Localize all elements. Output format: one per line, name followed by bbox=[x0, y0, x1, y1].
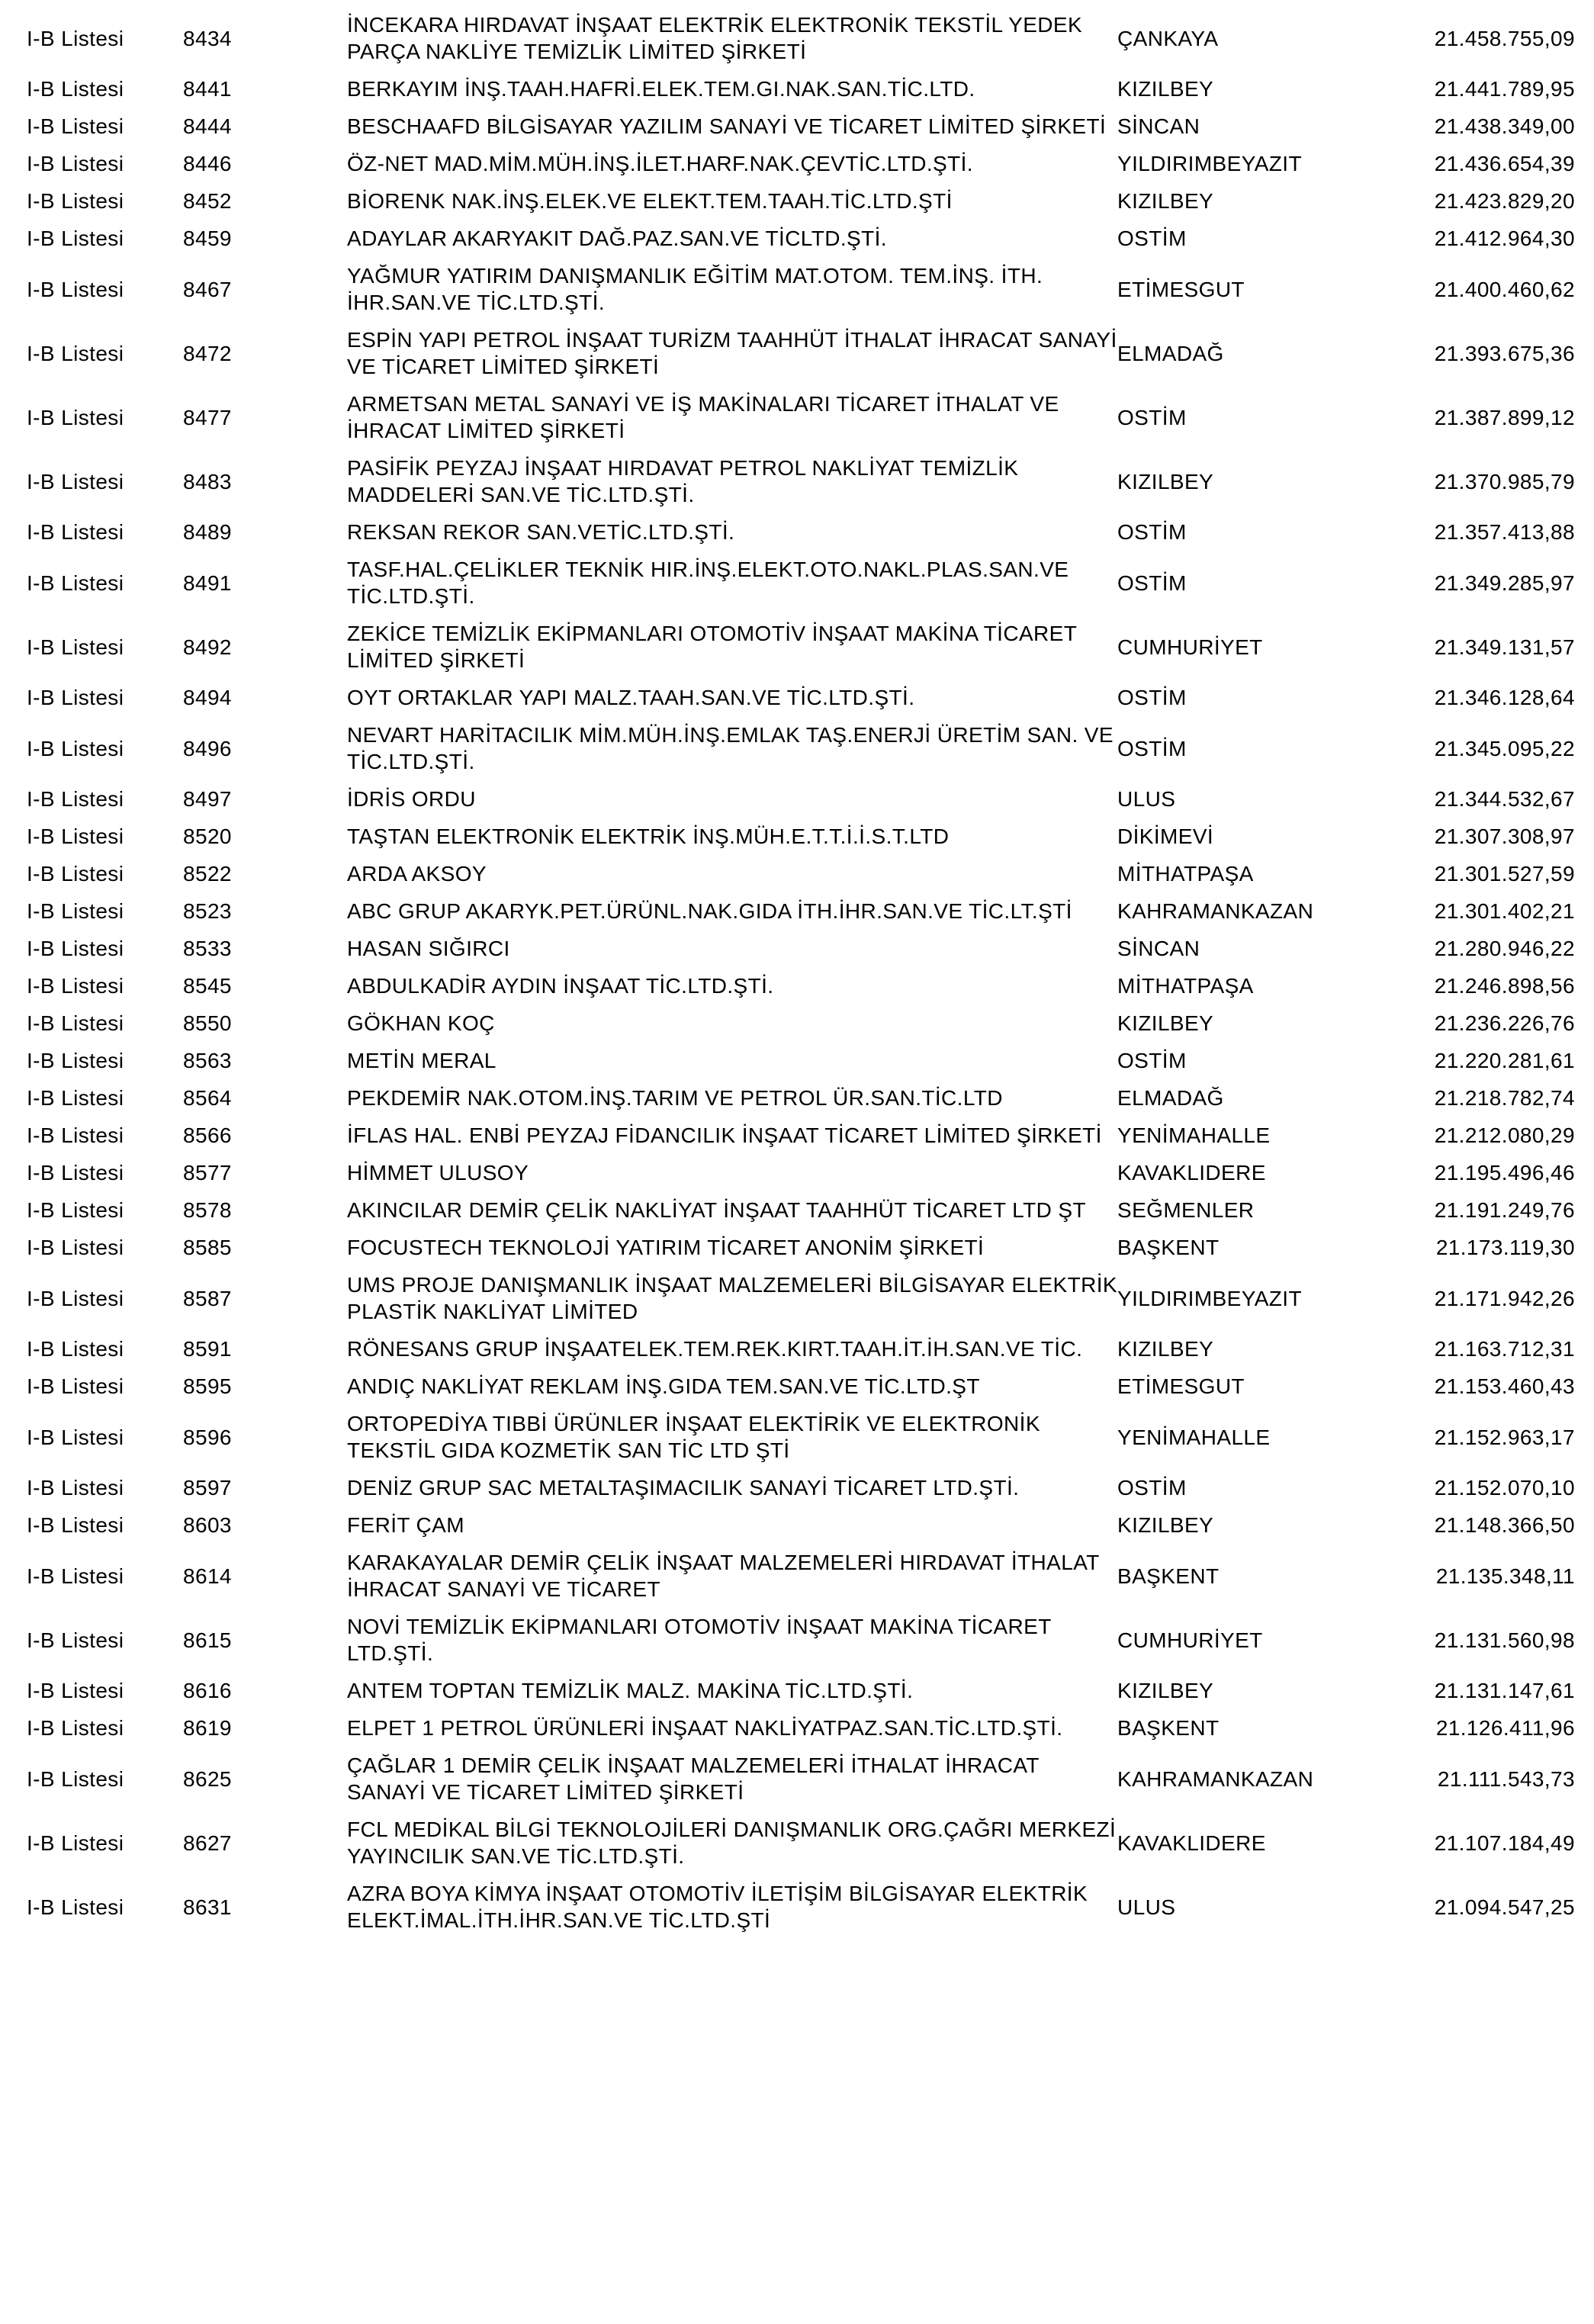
taxpayer-id-cell: 8597 bbox=[183, 1476, 232, 1500]
list-label-cell: I-B Listesi bbox=[27, 469, 124, 493]
taxpayer-name-cell: İFLAS HAL. ENBİ PEYZAJ FİDANCILIK İNŞAAT TİCARET LİMİTED ŞİRKETİ bbox=[347, 1123, 1102, 1147]
list-label-cell: I-B Listesi bbox=[27, 189, 124, 213]
district-cell: YENİMAHALLE bbox=[1117, 1123, 1271, 1147]
list-label-cell: I-B Listesi bbox=[27, 686, 124, 709]
district-cell: SİNCAN bbox=[1117, 937, 1200, 960]
amount-cell: 21.346.128,64 bbox=[1434, 686, 1575, 709]
taxpayer-id-cell: 8603 bbox=[183, 1513, 232, 1537]
taxpayer-name-cell: ORTOPEDİYA TIBBİ ÜRÜNLER İNŞAAT ELEKTİRİK VE ELEKTRONİK TEKSTİL GIDA KOZMETİK SAN TİC LTD ŞTİ bbox=[347, 1412, 1040, 1462]
district-cell: OSTİM bbox=[1117, 1476, 1187, 1500]
list-label-cell: I-B Listesi bbox=[27, 26, 124, 50]
list-label-cell: I-B Listesi bbox=[27, 341, 124, 365]
taxpayer-name-cell: ANDIÇ NAKLİYAT REKLAM İNŞ.GIDA TEM.SAN.VE TİC.LTD.ŞT bbox=[347, 1374, 980, 1398]
taxpayer-name-cell: BİORENK NAK.İNŞ.ELEK.VE ELEKT.TEM.TAAH.TİC.LTD.ŞTİ bbox=[347, 189, 953, 213]
taxpayer-id-cell: 8452 bbox=[183, 189, 232, 213]
list-label-cell: I-B Listesi bbox=[27, 1374, 124, 1398]
taxpayer-name-cell: UMS PROJE DANIŞMANLIK İNŞAAT MALZEMELERİ BİLGİSAYAR ELEKTRİK PLASTİK NAKLİYAT LİMİTED bbox=[347, 1273, 1117, 1323]
list-label-cell: I-B Listesi bbox=[27, 1236, 124, 1259]
district-cell: KIZILBEY bbox=[1117, 77, 1214, 101]
table-row bbox=[27, 967, 1575, 1004]
taxpayer-id-cell: 8472 bbox=[183, 341, 232, 365]
amount-cell: 21.307.308,97 bbox=[1434, 824, 1575, 848]
amount-cell: 21.135.348,11 bbox=[1435, 1564, 1575, 1588]
taxpayer-name-cell: AKINCILAR DEMİR ÇELİK NAKLİYAT İNŞAAT TAAHHÜT TİCARET LTD ŞT bbox=[347, 1198, 1086, 1222]
amount-cell: 21.280.946,22 bbox=[1434, 937, 1575, 960]
amount-cell: 21.423.829,20 bbox=[1434, 189, 1575, 213]
amount-cell: 21.436.654,39 bbox=[1434, 152, 1575, 175]
list-label-cell: I-B Listesi bbox=[27, 1123, 124, 1147]
district-cell: MİTHATPAŞA bbox=[1117, 862, 1254, 886]
taxpayer-name-cell: REKSAN REKOR SAN.VETİC.LTD.ŞTİ. bbox=[347, 520, 735, 544]
taxpayer-id-cell: 8545 bbox=[183, 974, 232, 998]
table-row bbox=[27, 182, 1575, 220]
taxpayer-id-cell: 8577 bbox=[183, 1161, 232, 1185]
taxpayer-id-cell: 8489 bbox=[183, 520, 232, 544]
taxpayer-id-cell: 8614 bbox=[183, 1564, 232, 1588]
amount-cell: 21.212.080,29 bbox=[1434, 1123, 1575, 1147]
taxpayer-name-cell: HİMMET ULUSOY bbox=[347, 1161, 529, 1185]
taxpayer-id-cell: 8497 bbox=[183, 787, 232, 811]
table-row bbox=[27, 449, 1575, 513]
amount-cell: 21.107.184,49 bbox=[1434, 1831, 1575, 1855]
list-label-cell: I-B Listesi bbox=[27, 152, 124, 175]
amount-cell: 21.195.496,46 bbox=[1434, 1161, 1575, 1185]
table-row bbox=[27, 513, 1575, 551]
list-label-cell: I-B Listesi bbox=[27, 520, 124, 544]
taxpayer-id-cell: 8533 bbox=[183, 937, 232, 960]
taxpayer-id-cell: 8566 bbox=[183, 1123, 232, 1147]
amount-cell: 21.301.527,59 bbox=[1434, 862, 1575, 886]
list-label-cell: I-B Listesi bbox=[27, 1564, 124, 1588]
district-cell: YILDIRIMBEYAZIT bbox=[1117, 152, 1302, 175]
amount-cell: 21.458.755,09 bbox=[1434, 26, 1575, 50]
list-label-cell: I-B Listesi bbox=[27, 937, 124, 960]
district-cell: OSTİM bbox=[1117, 736, 1187, 760]
table-row bbox=[27, 1875, 1575, 1939]
district-cell: KAHRAMANKAZAN bbox=[1117, 899, 1314, 923]
district-cell: OSTİM bbox=[1117, 520, 1187, 544]
district-cell: ELMADAĞ bbox=[1117, 1086, 1224, 1110]
list-label-cell: I-B Listesi bbox=[27, 77, 124, 101]
amount-cell: 21.236.226,76 bbox=[1434, 1011, 1575, 1035]
taxpayer-name-cell: KARAKAYALAR DEMİR ÇELİK İNŞAAT MALZEMELERİ HIRDAVAT İTHALAT İHRACAT SANAYİ VE TİCARET bbox=[347, 1551, 1100, 1601]
district-cell: MİTHATPAŞA bbox=[1117, 974, 1254, 998]
amount-cell: 21.131.560,98 bbox=[1434, 1628, 1575, 1652]
amount-cell: 21.412.964,30 bbox=[1434, 227, 1575, 250]
taxpayer-name-cell: RÖNESANS GRUP İNŞAATELEK.TEM.REK.KIRT.TAAH.İT.İH.SAN.VE TİC. bbox=[347, 1337, 1083, 1361]
district-cell: ETİMESGUT bbox=[1117, 1374, 1245, 1398]
table-row bbox=[27, 108, 1575, 145]
taxpayer-id-cell: 8434 bbox=[183, 26, 232, 50]
list-label-cell: I-B Listesi bbox=[27, 1286, 124, 1310]
list-label-cell: I-B Listesi bbox=[27, 1476, 124, 1500]
district-cell: KIZILBEY bbox=[1117, 189, 1214, 213]
table-row bbox=[27, 679, 1575, 716]
list-label-cell: I-B Listesi bbox=[27, 277, 124, 301]
amount-cell: 21.153.460,43 bbox=[1434, 1374, 1575, 1398]
amount-cell: 21.438.349,00 bbox=[1434, 114, 1575, 138]
table-row bbox=[27, 6, 1575, 70]
district-cell: SEĞMENLER bbox=[1117, 1198, 1255, 1222]
taxpayer-name-cell: FERİT ÇAM bbox=[347, 1513, 464, 1537]
district-cell: KAVAKLIDERE bbox=[1117, 1831, 1266, 1855]
table-row bbox=[27, 220, 1575, 257]
amount-cell: 21.191.249,76 bbox=[1434, 1198, 1575, 1222]
list-label-cell: I-B Listesi bbox=[27, 635, 124, 659]
amount-cell: 21.393.675,36 bbox=[1434, 341, 1575, 365]
taxpayer-name-cell: ANTEM TOPTAN TEMİZLİK MALZ. MAKİNA TİC.LTD.ŞTİ. bbox=[347, 1679, 914, 1702]
district-cell: BAŞKENT bbox=[1117, 1716, 1220, 1740]
taxpayer-id-cell: 8446 bbox=[183, 152, 232, 175]
district-cell: KAHRAMANKAZAN bbox=[1117, 1766, 1314, 1791]
list-label-cell: I-B Listesi bbox=[27, 1628, 124, 1652]
list-label-cell: I-B Listesi bbox=[27, 1513, 124, 1537]
district-cell: YILDIRIMBEYAZIT bbox=[1117, 1286, 1302, 1310]
amount-cell: 21.152.963,17 bbox=[1434, 1425, 1575, 1449]
taxpayer-name-cell: METİN MERAL bbox=[347, 1049, 497, 1072]
taxpayer-id-cell: 8523 bbox=[183, 899, 232, 923]
district-cell: ELMADAĞ bbox=[1117, 341, 1224, 365]
taxpayer-name-cell: FOCUSTECH TEKNOLOJİ YATIRIM TİCARET ANONİM ŞİRKETİ bbox=[347, 1236, 985, 1259]
taxpayer-id-cell: 8491 bbox=[183, 571, 232, 595]
taxpayer-id-cell: 8444 bbox=[183, 114, 232, 138]
list-label-cell: I-B Listesi bbox=[27, 405, 124, 429]
taxpayer-name-cell: ESPİN YAPI PETROL İNŞAAT TURİZM TAAHHÜT İTHALAT İHRACAT SANAYİ VE TİCARET LİMİTED ŞİRKETİ bbox=[347, 328, 1117, 378]
table-row bbox=[27, 1672, 1575, 1709]
amount-cell: 21.220.281,61 bbox=[1434, 1049, 1575, 1072]
district-cell: KIZILBEY bbox=[1117, 469, 1214, 493]
taxpayer-name-cell: NEVART HARİTACILIK MİM.MÜH.İNŞ.EMLAK TAŞ.ENERJİ ÜRETİM SAN. VE TİC.LTD.ŞTİ. bbox=[347, 723, 1114, 773]
table-row bbox=[27, 1229, 1575, 1266]
taxpayer-id-cell: 8625 bbox=[183, 1766, 232, 1791]
amount-cell: 21.171.942,26 bbox=[1434, 1286, 1575, 1310]
table-row bbox=[27, 855, 1575, 892]
taxpayer-name-cell: GÖKHAN KOÇ bbox=[347, 1011, 495, 1035]
list-label-cell: I-B Listesi bbox=[27, 1198, 124, 1222]
taxpayer-name-cell: PASİFİK PEYZAJ İNŞAAT HIRDAVAT PETROL NAKLİYAT TEMİZLİK MADDELERİ SAN.VE TİC.LTD.ŞTİ. bbox=[347, 456, 1019, 506]
table-row bbox=[27, 1405, 1575, 1469]
taxpayer-name-cell: AZRA BOYA KİMYA İNŞAAT OTOMOTİV İLETİŞİM BİLGİSAYAR ELEKTRİK ELEKT.İMAL.İTH.İHR.SAN.VE TİC.LTD.ŞTİ bbox=[347, 1882, 1088, 1932]
taxpayer-name-cell: PEKDEMİR NAK.OTOM.İNŞ.TARIM VE PETROL ÜR.SAN.TİC.LTD bbox=[347, 1086, 1003, 1110]
district-cell: OSTİM bbox=[1117, 1049, 1187, 1072]
list-label-cell: I-B Listesi bbox=[27, 1766, 124, 1791]
district-cell: ULUS bbox=[1117, 1895, 1176, 1919]
amount-cell: 21.349.131,57 bbox=[1434, 635, 1575, 659]
taxpayer-name-cell: DENİZ GRUP SAC METALTAŞIMACILIK SANAYİ TİCARET LTD.ŞTİ. bbox=[347, 1476, 1020, 1500]
taxpayer-id-cell: 8550 bbox=[183, 1011, 232, 1035]
taxpayer-name-cell: İDRİS ORDU bbox=[347, 787, 476, 811]
table-body bbox=[27, 6, 1575, 1939]
table-row bbox=[27, 1544, 1575, 1608]
taxpayer-name-cell: BERKAYIM İNŞ.TAAH.HAFRİ.ELEK.TEM.GI.NAK.SAN.TİC.LTD. bbox=[347, 77, 975, 101]
list-label-cell: I-B Listesi bbox=[27, 571, 124, 595]
taxpayer-name-cell: ARMETSAN METAL SANAYİ VE İŞ MAKİNALARI TİCARET İTHALAT VE İHRACAT LİMİTED ŞİRKETİ bbox=[347, 392, 1059, 442]
taxpayer-id-cell: 8496 bbox=[183, 736, 232, 760]
table-row bbox=[27, 1709, 1575, 1747]
taxpayer-id-cell: 8467 bbox=[183, 277, 232, 301]
taxpayer-name-cell: ADAYLAR AKARYAKIT DAĞ.PAZ.SAN.VE TİCLTD.ŞTİ. bbox=[347, 227, 887, 250]
table-row bbox=[27, 930, 1575, 967]
list-label-cell: I-B Listesi bbox=[27, 1049, 124, 1072]
table-row bbox=[27, 321, 1575, 385]
taxpayer-name-cell: TAŞTAN ELEKTRONİK ELEKTRİK İNŞ.MÜH.E.T.T.İ.İ.S.T.LTD bbox=[347, 824, 950, 848]
taxpayer-name-cell: YAĞMUR YATIRIM DANIŞMANLIK EĞİTİM MAT.OTOM. TEM.İNŞ. İTH. İHR.SAN.VE TİC.LTD.ŞTİ. bbox=[347, 264, 1043, 314]
district-cell: OSTİM bbox=[1117, 405, 1187, 429]
table-row bbox=[27, 1608, 1575, 1672]
list-label-cell: I-B Listesi bbox=[27, 1086, 124, 1110]
list-label-cell: I-B Listesi bbox=[27, 1161, 124, 1185]
amount-cell: 21.357.413,88 bbox=[1434, 520, 1575, 544]
taxpayer-id-cell: 8459 bbox=[183, 227, 232, 250]
district-cell: BAŞKENT bbox=[1117, 1236, 1220, 1259]
table-row bbox=[27, 1117, 1575, 1154]
district-cell: OSTİM bbox=[1117, 686, 1187, 709]
table-row bbox=[27, 1042, 1575, 1079]
list-label-cell: I-B Listesi bbox=[27, 736, 124, 760]
taxpayer-id-cell: 8595 bbox=[183, 1374, 232, 1398]
ib-list-table bbox=[27, 6, 1575, 1939]
amount-cell: 21.148.366,50 bbox=[1434, 1513, 1575, 1537]
taxpayer-id-cell: 8596 bbox=[183, 1425, 232, 1449]
taxpayer-name-cell: ABC GRUP AKARYK.PET.ÜRÜNL.NAK.GIDA İTH.İHR.SAN.VE TİC.LT.ŞTİ bbox=[347, 899, 1072, 923]
district-cell: CUMHURİYET bbox=[1117, 1628, 1263, 1652]
taxpayer-name-cell: İNCEKARA HIRDAVAT İNŞAAT ELEKTRİK ELEKTRONİK TEKSTİL YEDEK PARÇA NAKLİYE TEMİZLİK LİMİTED ŞİRKETİ bbox=[347, 13, 1083, 63]
table-row bbox=[27, 892, 1575, 930]
taxpayer-name-cell: HASAN SIĞIRCI bbox=[347, 937, 510, 960]
table-row bbox=[27, 1330, 1575, 1368]
list-label-cell: I-B Listesi bbox=[27, 974, 124, 998]
amount-cell: 21.218.782,74 bbox=[1434, 1086, 1575, 1110]
taxpayer-id-cell: 8477 bbox=[183, 405, 232, 429]
taxpayer-name-cell: ÇAĞLAR 1 DEMİR ÇELİK İNŞAAT MALZEMELERİ İTHALAT İHRACAT SANAYİ VE TİCARET LİMİTED ŞİRKETİ bbox=[347, 1753, 1040, 1804]
amount-cell: 21.163.712,31 bbox=[1434, 1337, 1575, 1361]
taxpayer-name-cell: ARDA AKSOY bbox=[347, 862, 487, 886]
taxpayer-id-cell: 8564 bbox=[183, 1086, 232, 1110]
taxpayer-id-cell: 8619 bbox=[183, 1716, 232, 1740]
list-label-cell: I-B Listesi bbox=[27, 1716, 124, 1740]
taxpayer-name-cell: ÖZ-NET MAD.MİM.MÜH.İNŞ.İLET.HARF.NAK.ÇEVTİC.LTD.ŞTİ. bbox=[347, 152, 973, 175]
list-label-cell: I-B Listesi bbox=[27, 1831, 124, 1855]
amount-cell: 21.094.547,25 bbox=[1434, 1895, 1575, 1919]
taxpayer-id-cell: 8578 bbox=[183, 1198, 232, 1222]
amount-cell: 21.246.898,56 bbox=[1434, 974, 1575, 998]
table-row bbox=[27, 551, 1575, 615]
list-label-cell: I-B Listesi bbox=[27, 862, 124, 886]
taxpayer-name-cell: OYT ORTAKLAR YAPI MALZ.TAAH.SAN.VE TİC.LTD.ŞTİ. bbox=[347, 686, 915, 709]
table-row bbox=[27, 257, 1575, 321]
table-row bbox=[27, 716, 1575, 780]
taxpayer-name-cell: TASF.HAL.ÇELİKLER TEKNİK HIR.İNŞ.ELEKT.OTO.NAKL.PLAS.SAN.VE TİC.LTD.ŞTİ. bbox=[347, 558, 1069, 608]
taxpayer-name-cell: FCL MEDİKAL BİLGİ TEKNOLOJİLERİ DANIŞMANLIK ORG.ÇAĞRI MERKEZİ YAYINCILIK SAN.VE TİC.LTD.ŞTİ. bbox=[347, 1818, 1117, 1868]
table-row bbox=[27, 1004, 1575, 1042]
district-cell: OSTİM bbox=[1117, 227, 1187, 250]
list-label-cell: I-B Listesi bbox=[27, 899, 124, 923]
taxpayer-id-cell: 8483 bbox=[183, 469, 232, 493]
district-cell: ETİMESGUT bbox=[1117, 277, 1245, 301]
list-label-cell: I-B Listesi bbox=[27, 824, 124, 848]
table-row bbox=[27, 615, 1575, 679]
taxpayer-id-cell: 8563 bbox=[183, 1049, 232, 1072]
amount-cell: 21.349.285,97 bbox=[1434, 571, 1575, 595]
taxpayer-id-cell: 8520 bbox=[183, 824, 232, 848]
taxpayer-name-cell: ELPET 1 PETROL ÜRÜNLERİ İNŞAAT NAKLİYATPAZ.SAN.TİC.LTD.ŞTİ. bbox=[347, 1716, 1063, 1740]
amount-cell: 21.387.899,12 bbox=[1434, 405, 1575, 429]
table-row bbox=[27, 1154, 1575, 1191]
taxpayer-name-cell: BESCHAAFD BİLGİSAYAR YAZILIM SANAYİ VE TİCARET LİMİTED ŞİRKETİ bbox=[347, 114, 1107, 138]
taxpayer-name-cell: NOVİ TEMİZLİK EKİPMANLARI OTOMOTİV İNŞAAT MAKİNA TİCARET LTD.ŞTİ. bbox=[347, 1615, 1052, 1665]
amount-cell: 21.370.985,79 bbox=[1434, 469, 1575, 493]
taxpayer-id-cell: 8627 bbox=[183, 1831, 232, 1855]
amount-cell: 21.345.095,22 bbox=[1434, 736, 1575, 760]
district-cell: KAVAKLIDERE bbox=[1117, 1161, 1266, 1185]
amount-cell: 21.131.147,61 bbox=[1434, 1679, 1575, 1702]
taxpayer-id-cell: 8494 bbox=[183, 686, 232, 709]
list-label-cell: I-B Listesi bbox=[27, 1011, 124, 1035]
taxpayer-id-cell: 8587 bbox=[183, 1286, 232, 1310]
taxpayer-id-cell: 8441 bbox=[183, 77, 232, 101]
table-row bbox=[27, 385, 1575, 449]
taxpayer-name-cell: ZEKİCE TEMİZLİK EKİPMANLARI OTOMOTİV İNŞAAT MAKİNA TİCARET LİMİTED ŞİRKETİ bbox=[347, 622, 1077, 672]
table-row bbox=[27, 818, 1575, 855]
amount-cell: 21.344.532,67 bbox=[1434, 787, 1575, 811]
taxpayer-id-cell: 8616 bbox=[183, 1679, 232, 1702]
district-cell: DİKİMEVİ bbox=[1117, 824, 1214, 848]
table-row bbox=[27, 1368, 1575, 1405]
district-cell: KIZILBEY bbox=[1117, 1679, 1214, 1702]
district-cell: YENİMAHALLE bbox=[1117, 1425, 1271, 1449]
taxpayer-id-cell: 8492 bbox=[183, 635, 232, 659]
table-row bbox=[27, 1469, 1575, 1506]
district-cell: KIZILBEY bbox=[1117, 1337, 1214, 1361]
taxpayer-id-cell: 8631 bbox=[183, 1895, 232, 1919]
amount-cell: 21.400.460,62 bbox=[1434, 277, 1575, 301]
table-row bbox=[27, 780, 1575, 818]
district-cell: ÇANKAYA bbox=[1117, 26, 1219, 50]
table-row bbox=[27, 1191, 1575, 1229]
list-label-cell: I-B Listesi bbox=[27, 1679, 124, 1702]
district-cell: BAŞKENT bbox=[1117, 1564, 1220, 1588]
table-row bbox=[27, 1747, 1575, 1811]
amount-cell: 21.441.789,95 bbox=[1434, 77, 1575, 101]
table-row bbox=[27, 1811, 1575, 1875]
taxpayer-name-cell: ABDULKADİR AYDIN İNŞAAT TİC.LTD.ŞTİ. bbox=[347, 974, 774, 998]
district-cell: KIZILBEY bbox=[1117, 1011, 1214, 1035]
table-row bbox=[27, 145, 1575, 182]
list-label-cell: I-B Listesi bbox=[27, 1337, 124, 1361]
district-cell: ULUS bbox=[1117, 787, 1176, 811]
district-cell: KIZILBEY bbox=[1117, 1513, 1214, 1537]
district-cell: SİNCAN bbox=[1117, 114, 1200, 138]
taxpayer-id-cell: 8585 bbox=[183, 1236, 232, 1259]
amount-cell: 21.173.119,30 bbox=[1435, 1236, 1575, 1259]
district-cell: CUMHURİYET bbox=[1117, 635, 1263, 659]
table-row bbox=[27, 1266, 1575, 1330]
amount-cell: 21.152.070,10 bbox=[1434, 1476, 1575, 1500]
list-label-cell: I-B Listesi bbox=[27, 1425, 124, 1449]
table-row bbox=[27, 70, 1575, 108]
taxpayer-id-cell: 8615 bbox=[183, 1628, 232, 1652]
amount-cell: 21.126.411,96 bbox=[1435, 1716, 1575, 1740]
district-cell: OSTİM bbox=[1117, 571, 1187, 595]
taxpayer-id-cell: 8522 bbox=[183, 862, 232, 886]
list-label-cell: I-B Listesi bbox=[27, 114, 124, 138]
taxpayer-id-cell: 8591 bbox=[183, 1337, 232, 1361]
amount-cell: 21.111.543,73 bbox=[1437, 1766, 1575, 1791]
list-label-cell: I-B Listesi bbox=[27, 787, 124, 811]
list-label-cell: I-B Listesi bbox=[27, 1895, 124, 1919]
list-label-cell: I-B Listesi bbox=[27, 227, 124, 250]
table-row bbox=[27, 1506, 1575, 1544]
amount-cell: 21.301.402,21 bbox=[1434, 899, 1575, 923]
table-row bbox=[27, 1079, 1575, 1117]
